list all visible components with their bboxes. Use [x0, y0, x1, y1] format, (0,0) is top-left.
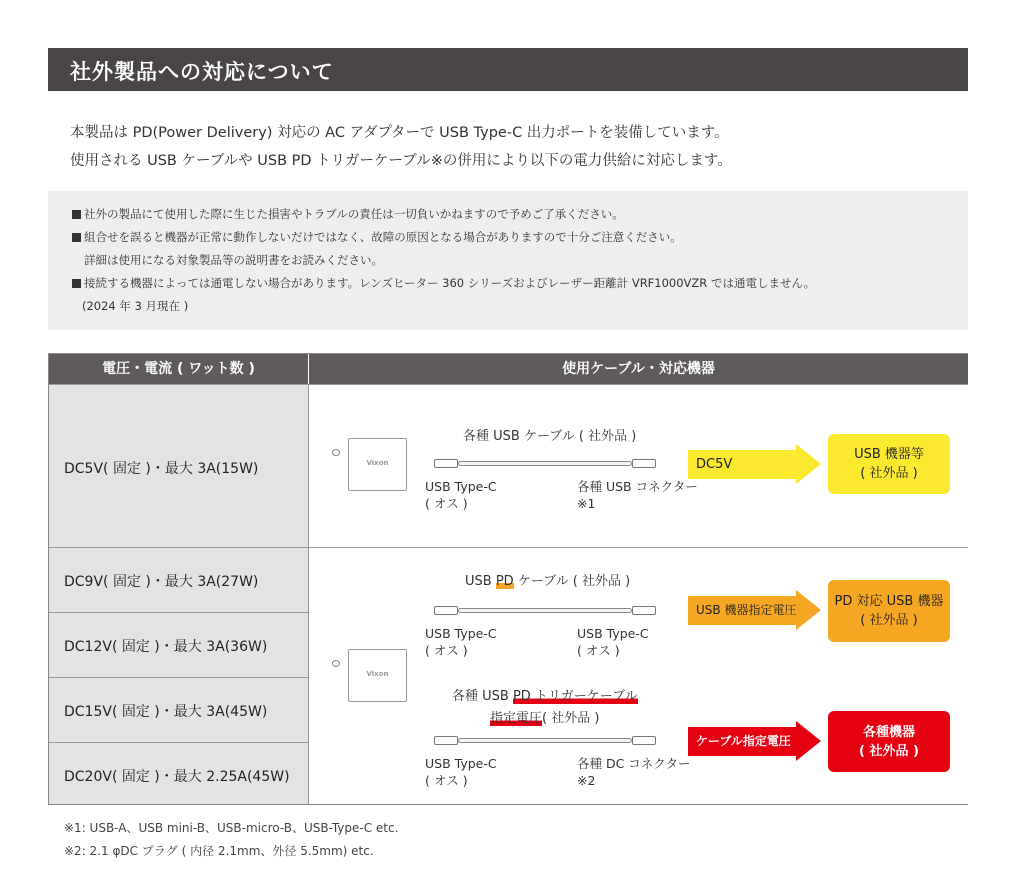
notice-item — [72, 275, 815, 291]
intro-line: 本製品は PD(Power Delivery) 対応の AC アダプターで USB Type-C 出力ポートを装備しています。 — [70, 125, 729, 141]
pd-cable-title: USB PD ケーブル ( 社外品 ) — [465, 574, 631, 589]
plug-right — [632, 459, 656, 468]
header-voltage: 電圧・電流 ( ワット数 ) — [49, 354, 308, 384]
right-plug-label: USB Type-C ( オス ) — [577, 626, 649, 658]
various-device-box: 各種機器 ( 社外品 ) — [828, 711, 950, 772]
ac-adapter-icon — [348, 649, 407, 702]
left-plug-label: USB Type-C ( オス ) — [425, 626, 497, 658]
ac-adapter-icon — [348, 438, 407, 491]
device-voltage-arrow: USB 機器指定電圧 — [688, 590, 821, 631]
pd-trigger-cable-icon — [434, 734, 656, 748]
notice-subtext: 詳細は使用になる対象製品等の説明書をお読みください。 — [84, 253, 383, 267]
plug-prong-icon — [332, 660, 340, 667]
notice-text: 接続する機器によっては通電しない場合があります。レンズヒーター 360 シリーズおよびレーザー距離計 VRF1000VZR では通電しません。 — [84, 276, 816, 290]
cable-wire — [458, 461, 632, 466]
voltage-label: DC12V( 固定 )・最大 3A(36W) — [64, 639, 268, 655]
section-title-bar — [48, 48, 968, 91]
bullet-square-icon — [72, 279, 81, 288]
plug-left — [434, 459, 458, 468]
left-plug-label: USB Type-C ( オス ) — [425, 756, 497, 788]
dc5v-arrow: DC5V — [688, 444, 821, 485]
usb-cable-icon — [434, 457, 656, 471]
intro-line: 使用される USB ケーブルや USB PD トリガーケーブル※の併用により以下の電力供給に対応します。 — [70, 153, 732, 169]
header-cable-device: 使用ケーブル・対応機器 — [309, 354, 968, 384]
cable-title: 各種 USB ケーブル ( 社外品 ) — [463, 429, 637, 444]
footnote-2: ※2: 2.1 φDC プラグ ( 内径 2.1mm、外径 5.5mm) etc. — [64, 844, 374, 858]
notice-date: (2024 年 3 月現在 ) — [82, 299, 189, 313]
notice-text: 社外の製品にて使用した際に生じた損害やトラブルの責任は一切負いかねますので予めご了承ください。 — [84, 207, 624, 221]
voltage-label: DC20V( 固定 )・最大 2.25A(45W) — [64, 769, 290, 785]
notice-item — [72, 229, 682, 245]
usb-device-box: USB 機器等 ( 社外品 ) — [828, 434, 950, 494]
cable-voltage-arrow: ケーブル指定電圧 — [688, 721, 821, 762]
notice-text: 組合せを誤ると機器が正常に動作しないだけではなく、故障の原因となる場合がありますので十分ご注意ください。 — [84, 230, 682, 244]
notice-item — [72, 206, 624, 222]
voltage-row — [49, 612, 308, 677]
voltage-row — [49, 677, 308, 742]
right-plug-label: 各種 USB コネクター ※1 — [577, 479, 698, 511]
voltage-row — [49, 742, 308, 804]
trigger-cable-title: 各種 USB PD トリガーケーブル — [452, 689, 638, 704]
bullet-square-icon — [72, 210, 81, 219]
adapter-logo: Vixon — [366, 459, 389, 467]
right-plug-label: 各種 DC コネクター ※2 — [577, 756, 691, 788]
voltage-label: DC15V( 固定 )・最大 3A(45W) — [64, 704, 268, 720]
bullet-square-icon — [72, 233, 81, 242]
voltage-label: DC9V( 固定 )・最大 3A(27W) — [64, 574, 259, 590]
plug-prong-icon — [332, 449, 340, 456]
left-plug-label: USB Type-C ( オス ) — [425, 479, 497, 511]
notice-box — [48, 191, 968, 330]
intro-text — [70, 119, 732, 175]
usb-pd-cable-icon — [434, 604, 656, 618]
adapter-logo: Vixon — [366, 670, 389, 678]
trigger-cable-subtitle: 指定電圧( 社外品 ) — [490, 711, 600, 726]
page-title: 社外製品への対応について — [70, 60, 334, 84]
voltage-label: DC5V( 固定 )・最大 3A(15W) — [64, 461, 259, 477]
voltage-row — [49, 547, 308, 612]
voltage-row — [49, 384, 308, 547]
pd-device-box: PD 対応 USB 機器 ( 社外品 ) — [828, 580, 950, 642]
footnote-1: ※1: USB-A、USB mini-B、USB-micro-B、USB-Type-C etc. — [64, 821, 399, 835]
